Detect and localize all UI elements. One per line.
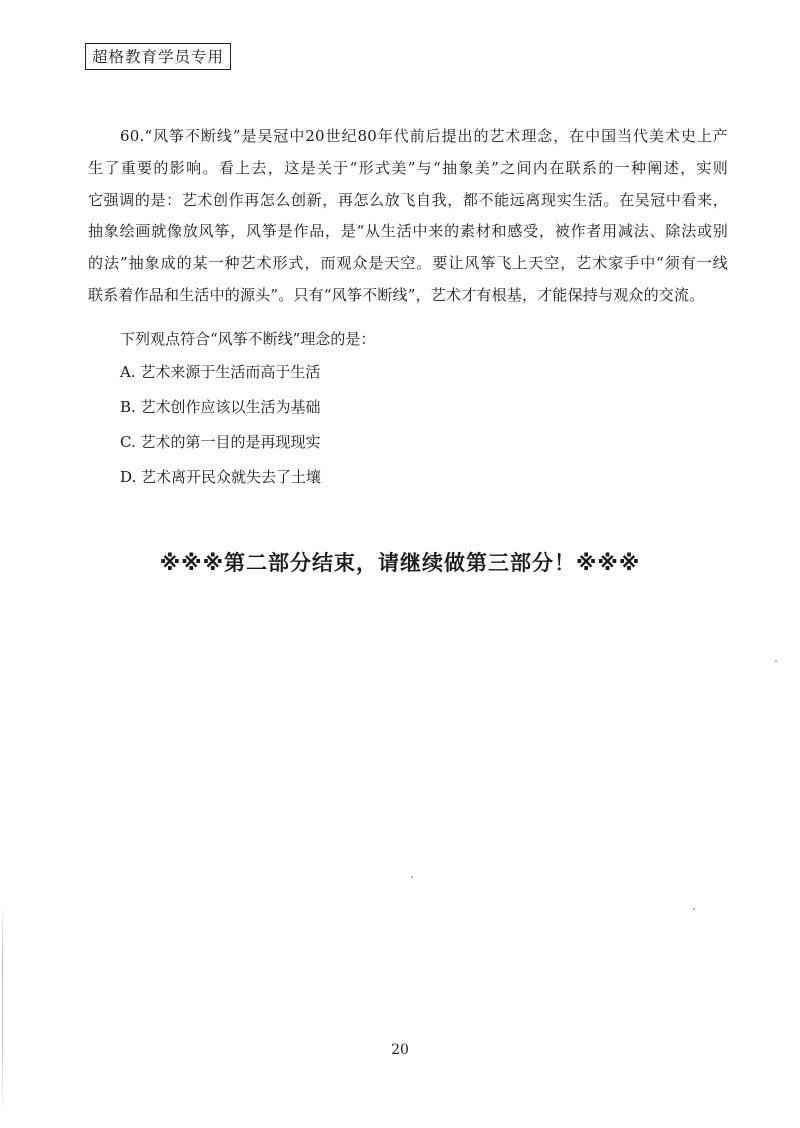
question-60-passage — [88, 121, 728, 312]
option-b: B. 艺术创作应该以生活为基础 — [120, 398, 321, 416]
passage-line: 它强调的是：艺术创作再怎么创新，再怎么放飞自我，都不能远离现实生活。在吴冠中看来， — [88, 190, 728, 209]
option-d: D. 艺术离开民众就失去了土壤 — [120, 468, 322, 486]
option-a: A. 艺术来源于生活而高于生活 — [120, 363, 321, 381]
passage-line: 生了重要的影响。看上去，这是关于“形式美”与“抽象美”之间内在联系的一种阐述，实则 — [88, 158, 728, 177]
scan-speck — [775, 660, 777, 662]
option-c: C. 艺术的第一目的是再现现实 — [120, 433, 321, 451]
scan-speck — [411, 876, 413, 878]
scan-edge-mark — [2, 900, 3, 1120]
passage-line: 联系着作品和生活中的源头”。只有“风筝不断线”，艺术才有根基，才能保持与观众的交流。 — [88, 285, 705, 304]
passage-line: 抽象绘画就像放风筝，风筝是作品，是“从生活中来的素材和感受，被作者用减法、除法或别 — [88, 222, 728, 241]
passage-line: 的法”抽象成的某一种艺术形式，而观众是天空。要让风筝飞上天空，艺术家手中“须有一线 — [88, 254, 728, 273]
passage-line: 60.“风筝不断线”是吴冠中20世纪80年代前后提出的艺术理念，在中国当代美术史上产 — [120, 127, 728, 145]
answer-options — [120, 362, 321, 502]
page-number: 20 — [391, 1042, 409, 1058]
question-prompt: 下列观点符合“风筝不断线”理念的是： — [120, 330, 376, 348]
section-end-notice: ※※※第二部分结束，请继续做第三部分！※※※ — [159, 551, 641, 575]
scan-speck — [693, 908, 695, 910]
header-stamp: 超格教育学员专用 — [85, 43, 231, 70]
